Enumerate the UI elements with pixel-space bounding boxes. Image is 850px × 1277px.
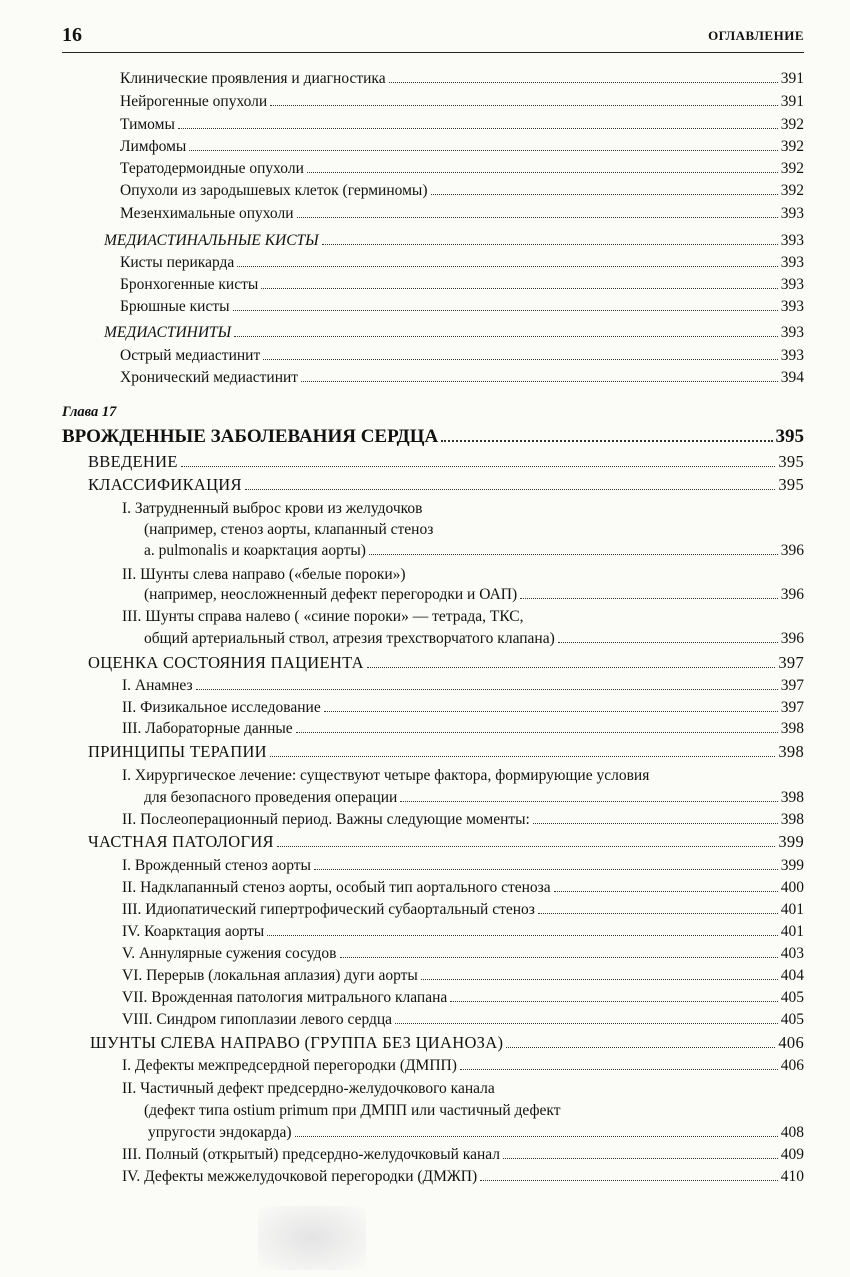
toc-entry-title: Опухоли из зародышевых клеток (герминомы): [120, 182, 428, 199]
toc-entry-page: 409: [780, 1146, 804, 1163]
toc-entry-title: Мезенхимальные опухоли: [120, 205, 294, 222]
toc-entry-title: Кисты перикарда: [120, 254, 235, 271]
toc-section-page: 393: [780, 324, 804, 341]
toc-entry-page: 393: [780, 347, 804, 364]
dot-leader: [340, 957, 778, 958]
toc-entry-title: Брюшные кисты: [120, 298, 230, 315]
dot-leader: [234, 336, 778, 337]
dot-leader: [450, 1001, 777, 1002]
toc-entry-title: III. Лабораторные данные: [122, 720, 293, 737]
toc-entry-page: 401: [780, 923, 804, 940]
toc-entry[interactable]: [122, 699, 804, 719]
toc-entry[interactable]: [144, 630, 804, 650]
toc-entry-title: I. Врожденный стеноз аорты: [122, 857, 311, 874]
dot-leader: [533, 823, 778, 824]
dot-leader: [307, 172, 778, 173]
toc-entry-title: III. Полный (открытый) предсердно-желудочковый канал: [122, 1146, 501, 1163]
toc-section-title: МЕДИАСТИНИТЫ: [104, 324, 232, 341]
dot-leader: [178, 128, 778, 129]
dot-leader: [314, 869, 778, 870]
dot-leader: [263, 359, 778, 360]
dot-leader: [233, 310, 778, 311]
toc-entry-page: 393: [780, 298, 804, 315]
toc-entry-page: 410: [780, 1168, 804, 1185]
running-title: ОГЛАВЛЕНИЕ: [708, 28, 804, 43]
toc-entry-page: 392: [780, 138, 804, 155]
toc-entry[interactable]: [120, 347, 804, 367]
toc-entry-page: 396: [780, 630, 804, 647]
toc-section-page: 393: [780, 232, 804, 249]
dot-leader: [270, 756, 775, 757]
toc-entry-title: Нейрогенные опухоли: [120, 93, 268, 110]
toc-entry[interactable]: [122, 879, 804, 899]
dot-leader: [267, 935, 778, 936]
toc-entry-title: IV. Коарктация аорты: [122, 923, 265, 940]
toc-entry[interactable]: [122, 1146, 804, 1166]
toc-entry-title: III. Идиопатический гипертрофический субаортальный стеноз: [122, 901, 535, 918]
toc-entry[interactable]: [122, 923, 804, 943]
toc-entry-title: Острый медиастинит: [120, 347, 261, 364]
toc-section-page: 399: [778, 832, 804, 851]
toc-entry[interactable]: [148, 1124, 804, 1144]
toc-entry-title: VIII. Синдром гипоплазии левого сердца: [122, 1011, 393, 1028]
library-stamp: [258, 1206, 366, 1270]
toc-entry[interactable]: [122, 1168, 804, 1188]
toc-section[interactable]: [88, 453, 804, 473]
dot-leader: [554, 891, 778, 892]
dot-leader: [503, 1158, 778, 1159]
toc-entry[interactable]: [120, 205, 804, 225]
dot-leader: [400, 801, 777, 802]
toc-entry-page: 399: [780, 857, 804, 874]
dot-leader: [441, 440, 772, 442]
toc-entry[interactable]: [120, 138, 804, 158]
dot-leader: [301, 381, 778, 382]
dot-leader: [324, 711, 778, 712]
toc-entry-page: 400: [780, 879, 804, 896]
toc-entry-page: 405: [780, 1011, 804, 1028]
toc-entry-page: 406: [780, 1057, 804, 1074]
dot-leader: [189, 150, 777, 151]
dot-leader: [196, 689, 778, 690]
toc-entry[interactable]: [120, 254, 804, 274]
dot-leader: [297, 217, 778, 218]
toc-entry[interactable]: [122, 945, 804, 965]
toc-section[interactable]: [88, 654, 804, 674]
toc-entry-page: 391: [780, 70, 804, 87]
toc-entry-title: VII. Врожденная патология митрального клапана: [122, 989, 448, 1006]
toc-entry[interactable]: [122, 677, 804, 697]
chapter-label: Глава 17: [62, 404, 117, 420]
toc-entry-page: 392: [780, 116, 804, 133]
toc-entry-title: a. pulmonalis и коарктация аорты): [144, 542, 366, 559]
toc-entry-page: 408: [780, 1124, 804, 1141]
toc-section[interactable]: [90, 1034, 804, 1054]
toc-entry-title: Клинические проявления и диагностика: [120, 70, 386, 87]
toc-entry-page: 393: [780, 276, 804, 293]
toc-entry-page: 396: [780, 586, 804, 603]
dot-leader: [431, 194, 778, 195]
dot-leader: [270, 105, 778, 106]
chapter-page: 395: [775, 426, 804, 447]
toc-entry-page: 398: [780, 720, 804, 737]
toc-section[interactable]: [88, 476, 804, 496]
toc-section-page: 398: [778, 742, 804, 761]
chapter-title: ВРОЖДЕННЫЕ ЗАБОЛЕВАНИЯ СЕРДЦА: [62, 426, 439, 447]
dot-leader: [538, 913, 778, 914]
toc-entry-title: I. Дефекты межпредсердной перегородки (ДМПП): [122, 1057, 457, 1074]
toc-entry-page: 392: [780, 160, 804, 177]
toc-entry-page: 396: [780, 542, 804, 559]
toc-section-page: 395: [778, 475, 804, 494]
toc-entry[interactable]: [122, 967, 804, 987]
dot-leader: [322, 244, 778, 245]
toc-entry-line: (дефект типа ostium primum при ДМПП или частичный дефект: [144, 1102, 561, 1119]
dot-leader: [369, 554, 778, 555]
toc-entry-title: Тимомы: [120, 116, 175, 133]
toc-entry[interactable]: [120, 182, 804, 202]
toc-entry-title: II. Надклапанный стеноз аорты, особый тип аортального стеноза: [122, 879, 551, 896]
toc-entry-page: 393: [780, 254, 804, 271]
dot-leader: [389, 82, 778, 83]
toc-entry[interactable]: [122, 720, 804, 740]
toc-entry[interactable]: [122, 857, 804, 877]
toc-entry-title: I. Анамнез: [122, 677, 193, 694]
page-number: 16: [62, 24, 82, 46]
dot-leader: [296, 732, 778, 733]
toc-entry-page: 393: [780, 205, 804, 222]
toc-section[interactable]: [104, 324, 804, 344]
dot-leader: [520, 598, 778, 599]
toc-entry[interactable]: [120, 93, 804, 113]
toc-entry-title: общий артериальный ствол, атрезия трехстворчатого клапана): [144, 630, 555, 647]
toc-entry[interactable]: [120, 298, 804, 318]
toc-entry-page: 398: [780, 811, 804, 828]
toc-entry-page: 405: [780, 989, 804, 1006]
dot-leader: [460, 1069, 778, 1070]
toc-entry-title: Тератодермоидные опухоли: [120, 160, 304, 177]
dot-leader: [261, 288, 777, 289]
dot-leader: [367, 667, 775, 668]
toc-entry[interactable]: [122, 989, 804, 1009]
toc-entry[interactable]: [120, 369, 804, 389]
toc-section-title: ЧАСТНАЯ ПАТОЛОГИЯ: [88, 832, 274, 851]
toc-entry-line: II. Частичный дефект предсердно-желудочкового канала: [122, 1080, 495, 1097]
toc-entry-title: Бронхогенные кисты: [120, 276, 259, 293]
toc-section-title: МЕДИАСТИНАЛЬНЫЕ КИСТЫ: [104, 232, 319, 249]
dot-leader: [295, 1136, 778, 1137]
toc-entry[interactable]: [144, 586, 804, 606]
toc-entry-page: 394: [780, 369, 804, 386]
toc-section-title: КЛАССИФИКАЦИЯ: [88, 475, 242, 494]
toc-entry-page: 397: [780, 677, 804, 694]
toc-entry[interactable]: [120, 276, 804, 296]
toc-entry-title: Лимфомы: [120, 138, 187, 155]
toc-entry-title: упругости эндокарда): [148, 1124, 292, 1141]
toc-entry-page: 397: [780, 699, 804, 716]
toc-section[interactable]: [88, 743, 804, 763]
dot-leader: [277, 846, 775, 847]
page-header: [62, 22, 804, 53]
toc-entry-line: (например, стеноз аорты, клапанный стеноз: [144, 521, 434, 538]
toc-section-title: ВВЕДЕНИЕ: [88, 452, 178, 471]
toc-entry[interactable]: [144, 542, 804, 562]
dot-leader: [237, 266, 777, 267]
toc-entry-page: 403: [780, 945, 804, 962]
dot-leader: [480, 1180, 778, 1181]
toc-entry[interactable]: [120, 116, 804, 136]
toc-entry-line: III. Шунты справа налево ( «синие пороки» — тетрада, ТКС,: [122, 608, 524, 625]
toc-section-page: 397: [778, 653, 804, 672]
toc-entry-page: 404: [780, 967, 804, 984]
chapter-title-entry[interactable]: [62, 426, 804, 450]
toc-section-title: ПРИНЦИПЫ ТЕРАПИИ: [88, 742, 267, 761]
toc-entry-title: для безопасного проведения операции: [144, 789, 398, 806]
toc-entry-line: I. Затрудненный выброс крови из желудочков: [122, 500, 423, 517]
toc-entry-title: V. Аннулярные сужения сосудов: [122, 945, 337, 962]
toc-entry-page: 391: [780, 93, 804, 110]
toc-entry[interactable]: [120, 70, 804, 90]
toc-section-title: ШУНТЫ СЛЕВА НАПРАВО (ГРУППА БЕЗ ЦИАНОЗА): [90, 1033, 504, 1052]
toc-section-title: ОЦЕНКА СОСТОЯНИЯ ПАЦИЕНТА: [88, 653, 364, 672]
dot-leader: [421, 979, 778, 980]
toc-entry-title: VI. Перерыв (локальная аплазия) дуги аорты: [122, 967, 418, 984]
dot-leader: [245, 489, 776, 490]
toc-entry-line: II. Шунты слева направо («белые пороки»): [122, 566, 406, 583]
toc-entry-line: I. Хирургическое лечение: существуют четыре фактора, формирующие условия: [122, 767, 650, 784]
toc-section-page: 406: [778, 1033, 804, 1052]
dot-leader: [506, 1047, 775, 1048]
toc-section[interactable]: [88, 833, 804, 853]
toc-entry[interactable]: [122, 1011, 804, 1031]
toc-entry[interactable]: [122, 1057, 804, 1077]
toc-entry[interactable]: [144, 789, 804, 809]
dot-leader: [395, 1023, 778, 1024]
dot-leader: [558, 642, 778, 643]
dot-leader: [181, 466, 776, 467]
toc-entry[interactable]: [122, 811, 804, 831]
toc-entry-page: 401: [780, 901, 804, 918]
toc-entry-title: II. Послеоперационный период. Важны следующие моменты:: [122, 811, 530, 828]
toc-entry-title: Хронический медиастинит: [120, 369, 299, 386]
toc-entry-title: II. Физикальное исследование: [122, 699, 321, 716]
toc-entry-title: IV. Дефекты межжелудочковой перегородки (ДМЖП): [122, 1168, 478, 1185]
toc-entry-page: 392: [780, 182, 804, 199]
toc-entry[interactable]: [122, 901, 804, 921]
toc-section-page: 395: [778, 452, 804, 471]
toc-entry-page: 398: [780, 789, 804, 806]
toc-section[interactable]: [104, 232, 804, 252]
toc-entry-title: (например, неосложненный дефект перегородки и ОАП): [144, 586, 518, 603]
toc-entry[interactable]: [120, 160, 804, 180]
